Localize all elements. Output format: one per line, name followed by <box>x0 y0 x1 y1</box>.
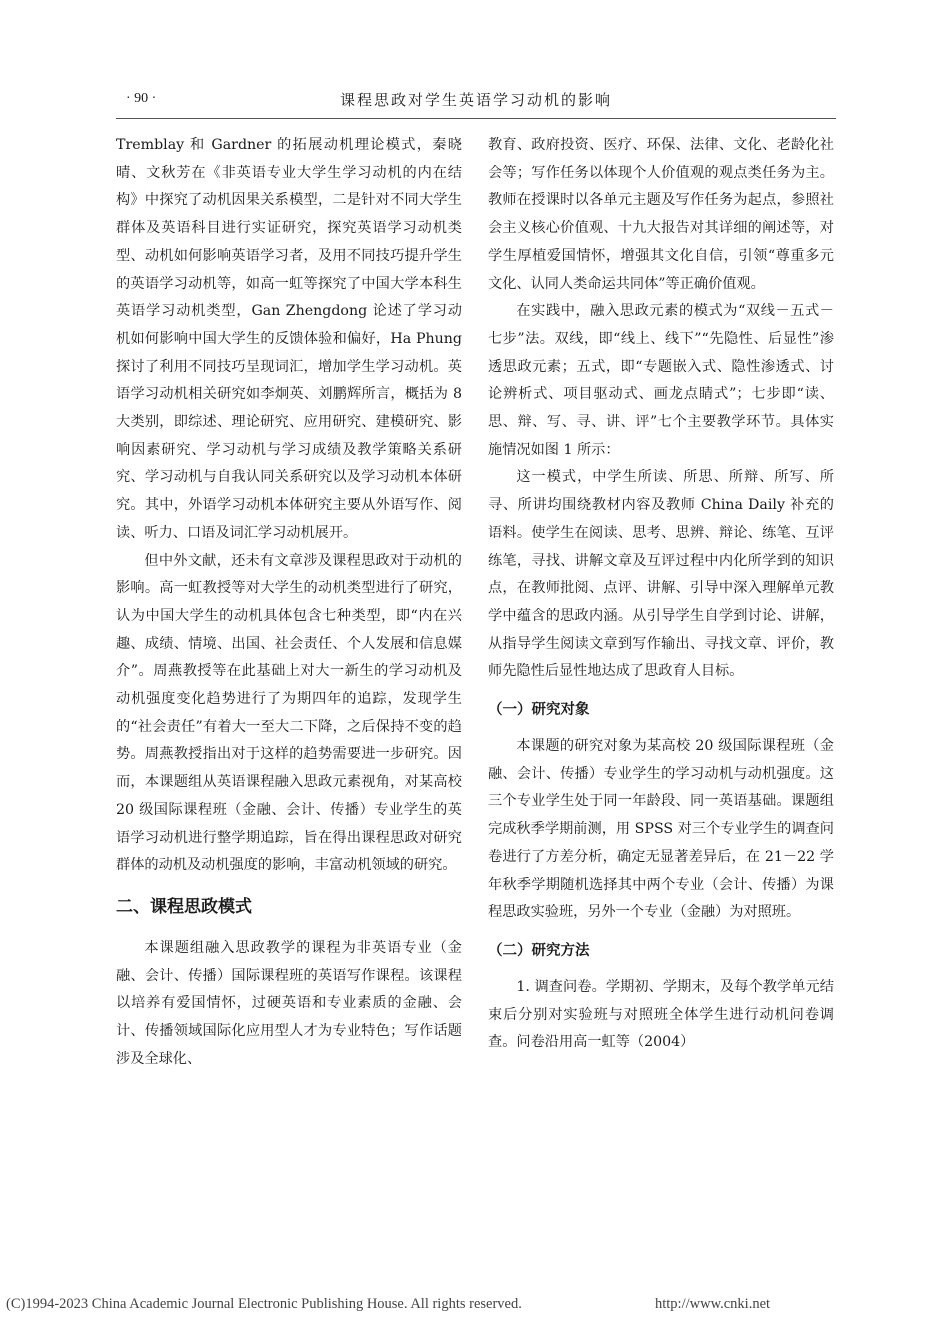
page-header <box>116 86 836 119</box>
footer-url[interactable]: http://www.cnki.net <box>655 1296 771 1312</box>
body-paragraph: 1. 调查问卷。学期初、学期末，及每个教学单元结束后分别对实验班与对照班全体学生进行动机问卷调查。问卷沿用高一虹等（2004） <box>488 978 834 1051</box>
body-paragraph: 这一模式，中学生所读、所思、所辩、所写、所寻、所讲均围绕教材内容及教师 China Daily 补充的语料。使学生在阅读、思考、思辨、辩论、练笔、互评练笔，寻找、讲解文章及互评过程中内化所学到的知识点，在教师批阅、点评、讲解、引导中深入理解单元教学中蕴含的思政内涵。从引导学生自学到讨论、讲解，从指导学生阅读文章到写作输出、寻找文章、评价，教师先隐性后显性地达成了思政育人目标。 <box>488 469 834 680</box>
body-paragraph: Tremblay 和 Gardner 的拓展动机理论模式，秦晓晴、文秋芳在《非英语专业大学生学习动机的内在结构》中探究了动机因果关系模型，二是针对不同大学生群体及英语科目进行实证研究，探究英语学习动机类型、动机如何影响英语学习者，及用不同技巧提升学生的英语学习动机等，如高一虹等探究了中国大学本科生英语学习动机类型，Gan Zhengdong 论述了学习动机如何影响中国大学生的反馈体验和偏好，Ha Phung 探讨了利用不同技巧呈现词汇，增加学生学习动机。英语学习动机相关研究如李炯英、刘鹏辉所言，概括为 8 大类别，即综述、理论研究、应用研究、建模研究、影响因素研究、学习动机与学习成绩及教学策略关系研究、学习动机与自我认同关系研究以及学习动机本体研究。其中，外语学习动机本体研究主要从外语写作、阅读、听力、口语及词汇学习动机展开。 <box>116 137 462 541</box>
body-paragraph: 本课题的研究对象为某高校 20 级国际课程班（金融、会计、传播）专业学生的学习动机与动机强度。这三个专业学生处于同一年龄段、同一英语基础。课题组完成秋季学期前测，用 SPSS 对三个专业学生的调查问卷进行了方差分析，确定无显著差异后，在 21－22 学年秋季学期随机选择其中两个专业（会计、传播）为课程思政实验班，另外一个专业（金融）为对照班。 <box>488 738 834 921</box>
body-paragraph: 教育、政府投资、医疗、环保、法律、文化、老龄化社会等；写作任务以体现个人价值观的观点类任务为主。教师在授课时以各单元主题及写作任务为起点，参照社会主义核心价值观、十九大报告对其详细的阐述等，对学生厚植爱国情怀，增强其文化自信，引领“尊重多元文化、认同人类命运共同体”等正确价值观。 <box>488 137 834 292</box>
body-paragraph: 但中外文献，还未有文章涉及课程思政对于动机的影响。高一虹教授等对大学生的动机类型进行了研究，认为中国大学生的动机具体包含七种类型，即“内在兴趣、成绩、情境、出国、社会责任、个人发展和信息媒介”。周燕教授等在此基础上对大一新生的学习动机及动机强度变化趋势进行了为期四年的追踪，发现学生的“社会责任”有着大一至大二下降，之后保持不变的趋势。周燕教授指出对于这样的趋势需要进一步研究。因而，本课题组从英语课程融入思政元素视角，对某高校 20 级国际课程班（金融、会计、传播）专业学生的英语学习动机进行整学期追踪，旨在得出课程思政对研究群体的动机及动机强度的影响，丰富动机领域的研究。 <box>116 552 462 874</box>
body-paragraph: 在实践中，融入思政元素的模式为“双线－五式－七步”法。双线，即“线上、线下”“先隐性、后显性”渗透思政元素；五式，即“专题嵌入式、隐性渗透式、讨论辨析式、项目驱动式、画龙点睛式”；七步即“读、思、辩、写、寻、讲、评”七个主要教学环节。具体实施情况如图 1 所示： <box>488 303 834 458</box>
left-column <box>116 132 462 1074</box>
subsection-heading: （一）研究对象 <box>488 702 590 719</box>
right-column <box>488 132 834 1057</box>
section-heading: 二、课程思政模式 <box>116 896 252 917</box>
copyright-notice: (C)1994-2023 China Academic Journal Electronic Publishing House. All rights reserved. <box>6 1296 522 1312</box>
running-title: 课程思政对学生英语学习动机的影响 <box>339 91 612 109</box>
subsection-heading: （二）研究方法 <box>488 942 590 959</box>
body-paragraph: 本课题组融入思政教学的课程为非英语专业（金融、会计、传播）国际课程班的英语写作课程。该课程以培养有爱国情怀，过硬英语和专业素质的金融、会计、传播领域国际化应用型人才为专业特色；写作话题涉及全球化、 <box>116 939 462 1067</box>
page-number: · 90 · <box>126 91 157 106</box>
